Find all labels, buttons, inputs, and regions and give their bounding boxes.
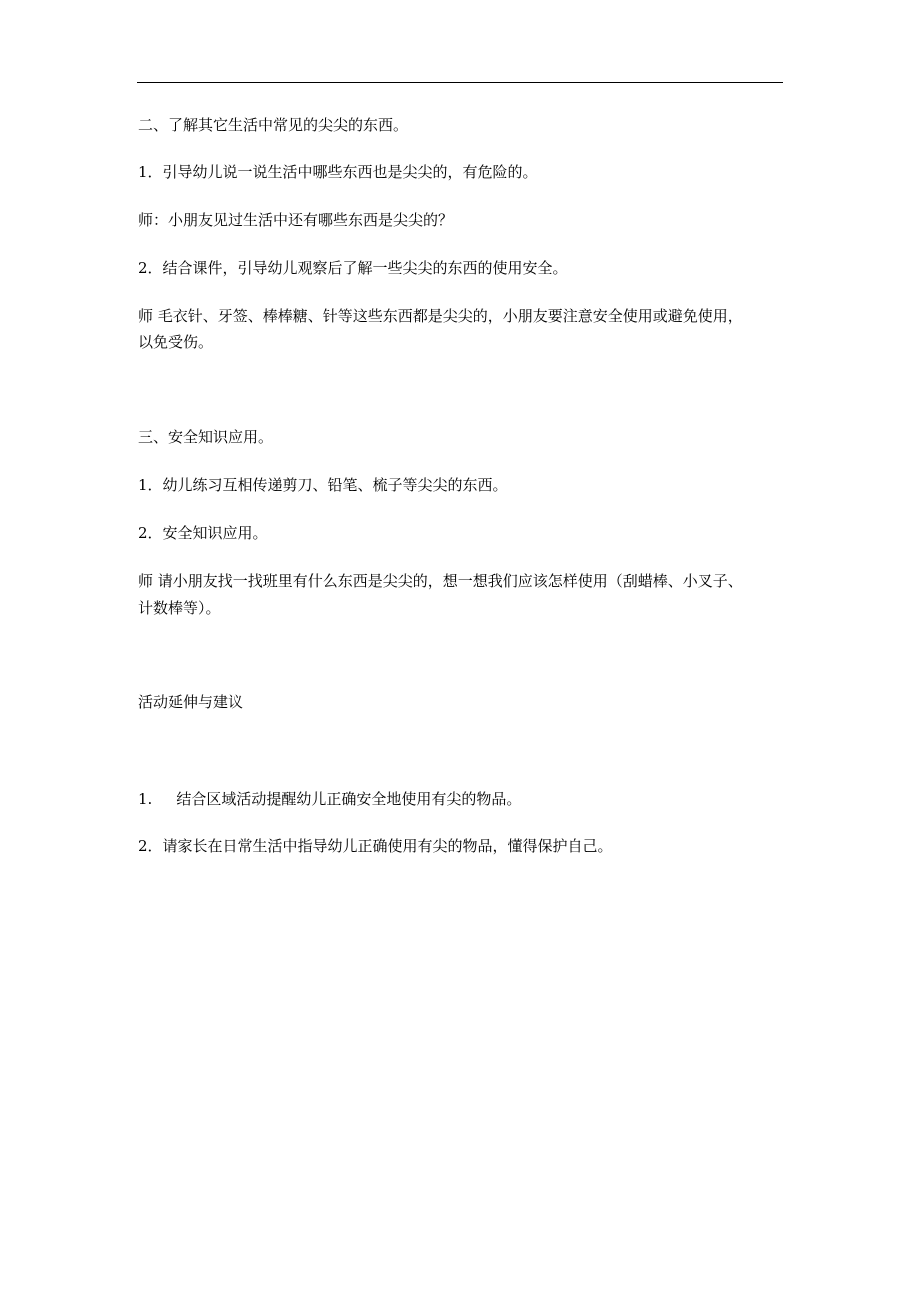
- extension-item-2: 2．请家长在日常生活中指导幼儿正确使用有尖的物品，懂得保护自己。: [138, 837, 613, 855]
- section-3-teacher-note-line-2: 计数棒等）。: [138, 599, 221, 617]
- section-2-teacher-question: 师：小朋友见过生活中还有哪些东西是尖尖的？: [138, 211, 454, 229]
- extension-item-1-number: 1.: [138, 790, 153, 808]
- section-3-heading: 三、安全知识应用。: [138, 428, 274, 446]
- extension-item-1: [138, 788, 521, 810]
- extension-item-1-text: 结合区域活动提醒幼儿正确安全地使用有尖的物品。: [176, 790, 522, 808]
- section-3-item-2: 2．安全知识应用。: [138, 524, 268, 542]
- section-2-item-1: 1．引导幼儿说一说生活中哪些东西也是尖尖的，有危险的。: [138, 163, 538, 181]
- section-2-teacher-note-line-1: 师 毛衣针、牙签、棒棒糖、针等这些东西都是尖尖的，小朋友要注意安全使用或避免使用，: [138, 307, 743, 325]
- section-3-teacher-note-line-1: 师 请小朋友找一找班里有什么东西是尖尖的，想一想我们应该怎样使用（刮蜡棒、小叉子、: [138, 572, 743, 590]
- section-2-teacher-note-line-2: 以免受伤。: [138, 333, 214, 351]
- section-2-heading: 二、了解其它生活中常见的尖尖的东西。: [138, 116, 409, 134]
- extension-heading: 活动延伸与建议: [138, 693, 244, 711]
- section-2-item-2: 2．结合课件，引导幼儿观察后了解一些尖尖的东西的使用安全。: [138, 259, 568, 277]
- header-rule: [137, 82, 783, 83]
- section-3-item-1: 1．幼儿练习互相传递剪刀、铅笔、梳子等尖尖的东西。: [138, 476, 508, 494]
